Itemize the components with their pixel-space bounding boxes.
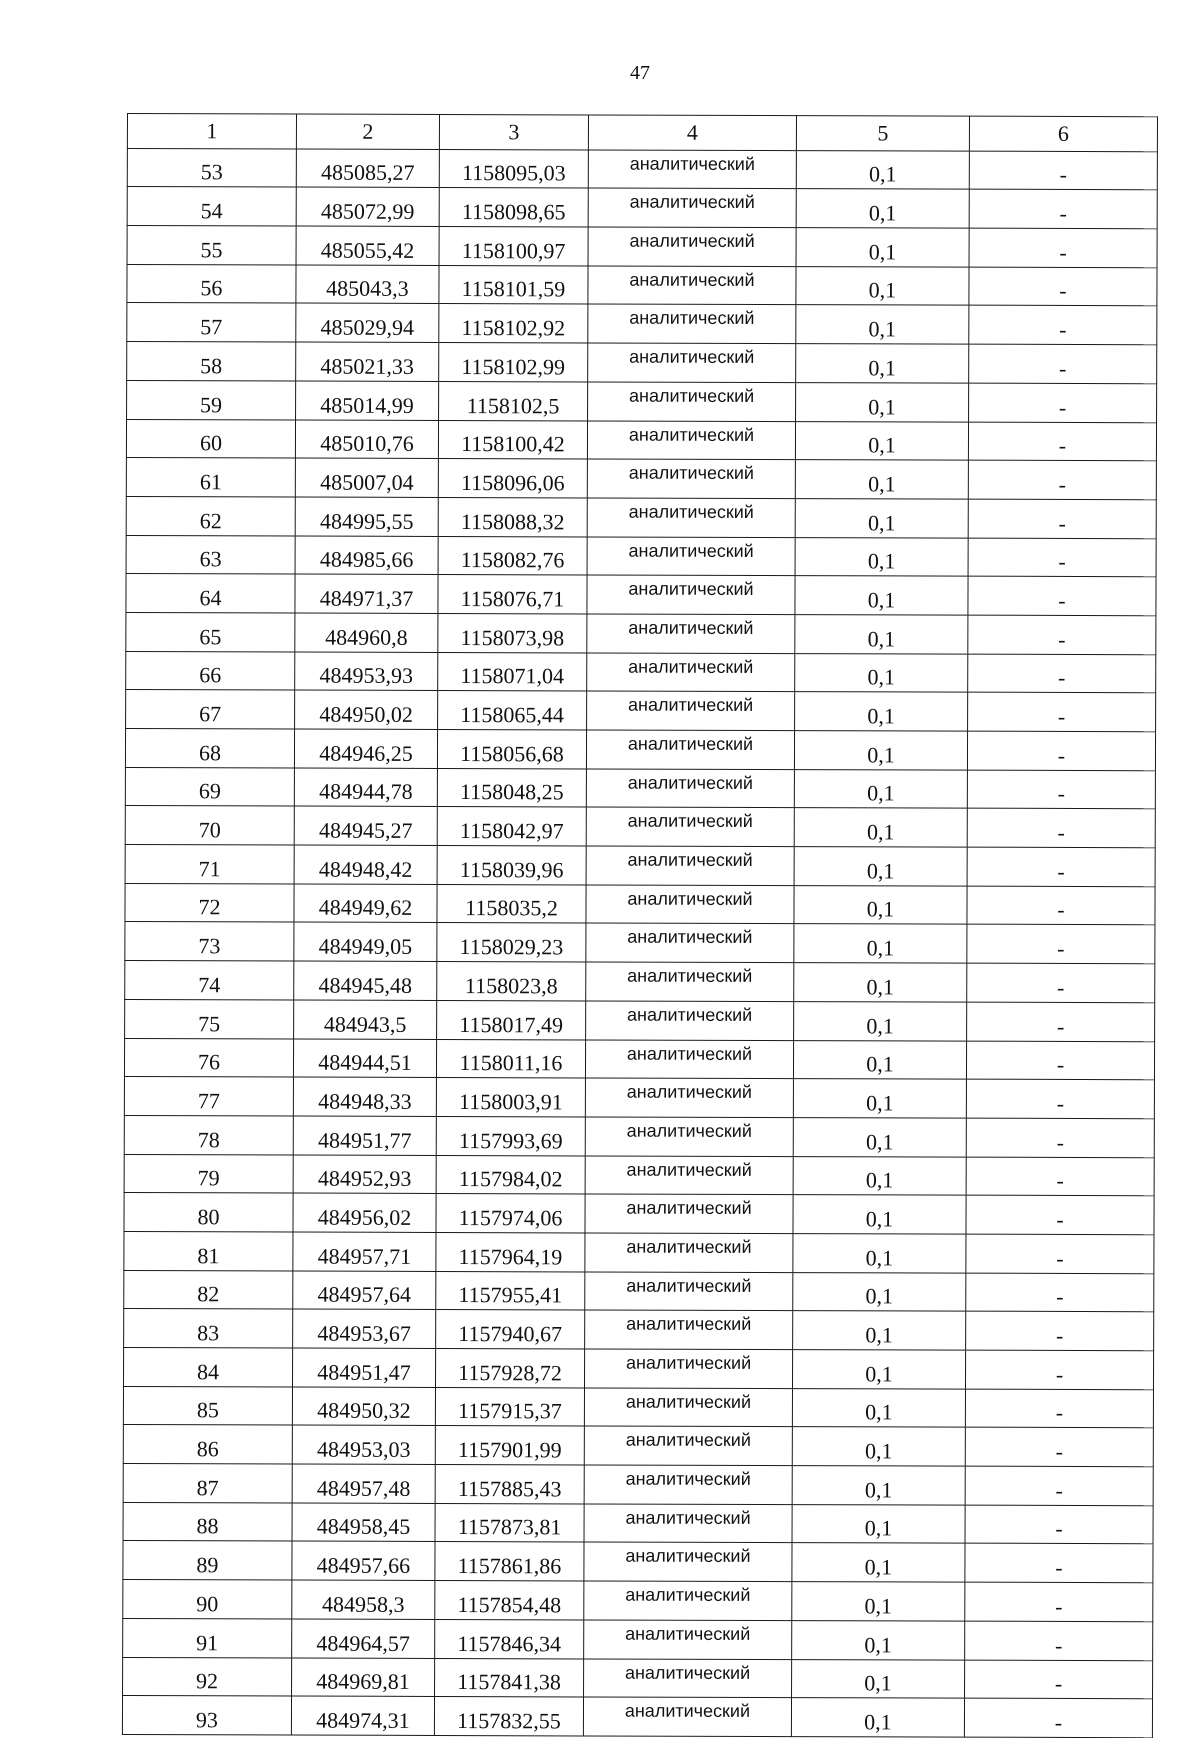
page-number: 47 [630,62,650,84]
note-cell: - [965,1660,1153,1699]
point-number-cell: 75 [125,999,294,1038]
point-number-cell: 92 [123,1657,292,1696]
note-cell: - [965,1428,1153,1467]
note-cell: - [965,1389,1153,1428]
accuracy-cell: 0,1 [794,808,967,847]
note-cell: - [969,306,1157,345]
accuracy-cell: 0,1 [796,228,969,267]
method-cell: аналитический [584,1388,792,1427]
accuracy-cell: 0,1 [794,769,967,808]
note-cell: - [968,460,1156,499]
header-cell-5: 5 [796,116,969,151]
note-cell: - [966,1079,1154,1118]
table-row [125,728,1155,770]
coord-y-cell: 1158042,97 [437,807,586,846]
coord-x-cell: 484946,25 [294,729,437,768]
method-cell: аналитический [588,227,796,266]
accuracy-cell: 0,1 [794,963,967,1002]
coord-y-cell: 1157974,06 [436,1194,585,1233]
note-cell: - [967,886,1155,925]
coord-x-cell: 484953,93 [295,652,438,691]
accuracy-cell: 0,1 [796,266,969,305]
point-number-cell: 60 [126,419,295,458]
method-cell: аналитический [587,459,795,498]
method-cell: аналитический [586,730,794,769]
accuracy-cell: 0,1 [795,653,968,692]
coord-y-cell: 1158102,99 [439,343,588,382]
accuracy-cell: 0,1 [792,1466,965,1505]
note-cell: - [968,692,1156,731]
point-number-cell: 65 [126,612,295,651]
coord-y-cell: 1157993,69 [436,1116,585,1155]
point-number-cell: 80 [124,1193,293,1232]
note-cell: - [968,654,1156,693]
method-cell: аналитический [587,420,795,459]
coord-x-cell: 484971,37 [295,574,438,613]
coord-x-cell: 485014,99 [296,381,439,420]
note-cell: - [969,344,1157,383]
method-cell: аналитический [585,1117,793,1156]
coord-x-cell: 484944,51 [293,1039,436,1078]
coord-x-cell: 485055,42 [296,226,439,265]
accuracy-cell: 0,1 [794,924,967,963]
coord-y-cell: 1158100,42 [438,420,587,459]
header-cell-6: 6 [969,116,1157,151]
table-row [123,1425,1153,1467]
accuracy-cell: 0,1 [795,498,968,537]
note-cell: - [966,1311,1154,1350]
coord-x-cell: 484957,64 [293,1271,436,1310]
accuracy-cell: 0,1 [793,1079,966,1118]
table-row [124,1231,1154,1273]
point-number-cell: 74 [125,961,294,1000]
accuracy-cell: 0,1 [796,150,969,189]
method-cell: аналитический [584,1620,792,1659]
coord-y-cell: 1158088,32 [438,497,587,536]
table-row [127,148,1157,190]
point-number-cell: 71 [125,845,294,884]
note-cell: - [967,963,1155,1002]
coord-y-cell: 1157901,99 [435,1426,584,1465]
coord-x-cell: 484957,66 [292,1541,435,1580]
table-row [126,458,1156,500]
coord-y-cell: 1158035,2 [437,884,586,923]
table-body [122,114,1157,1738]
point-number-cell: 91 [123,1618,292,1657]
table-row [125,883,1155,925]
method-cell: аналитический [587,575,795,614]
note-cell: - [965,1621,1153,1660]
point-number-cell: 73 [125,922,294,961]
note-cell: - [964,1698,1152,1737]
point-number-cell: 90 [123,1580,292,1619]
coord-y-cell: 1158102,92 [439,304,588,343]
table-row [124,1077,1154,1119]
method-cell: аналитический [587,614,795,653]
method-cell: аналитический [587,537,795,576]
coord-x-cell: 485043,3 [296,265,439,304]
accuracy-cell: 0,1 [793,1156,966,1195]
accuracy-cell: 0,1 [793,1234,966,1273]
coord-y-cell: 1157841,38 [435,1658,584,1697]
coord-x-cell: 484957,71 [293,1232,436,1271]
point-number-cell: 70 [125,806,294,845]
note-cell: - [967,1002,1155,1041]
point-number-cell: 87 [123,1464,292,1503]
accuracy-cell: 0,1 [793,1272,966,1311]
point-number-cell: 93 [122,1696,291,1735]
coord-x-cell: 484950,32 [292,1387,435,1426]
method-cell: аналитический [588,188,796,227]
table-row [126,690,1156,732]
coord-x-cell: 484943,5 [294,1000,437,1039]
table-row [124,1115,1154,1157]
point-number-cell: 85 [123,1386,292,1425]
note-cell: - [966,1041,1154,1080]
accuracy-cell: 0,1 [792,1659,965,1698]
coord-x-cell: 485010,76 [295,420,438,459]
table-row [126,419,1156,461]
point-number-cell: 72 [125,883,294,922]
note-cell: - [965,1582,1153,1621]
coordinates-table [122,113,1158,1738]
point-number-cell: 67 [126,690,295,729]
header-cell-2: 2 [296,114,439,149]
accuracy-cell: 0,1 [794,731,967,770]
note-cell: - [966,1195,1154,1234]
coord-x-cell: 484948,33 [293,1077,436,1116]
coord-y-cell: 1158098,65 [439,188,588,227]
coord-y-cell: 1158065,44 [438,691,587,730]
coord-x-cell: 484951,47 [292,1348,435,1387]
point-number-cell: 89 [123,1541,292,1580]
method-cell: аналитический [584,1504,792,1543]
method-cell: аналитический [584,1542,792,1581]
note-cell: - [968,422,1156,461]
accuracy-cell: 0,1 [792,1388,965,1427]
point-number-cell: 88 [123,1502,292,1541]
coord-y-cell: 1158048,25 [437,768,586,807]
coord-x-cell: 484952,93 [293,1155,436,1194]
coord-y-cell: 1157861,86 [435,1542,584,1581]
table-row [126,651,1156,693]
accuracy-cell: 0,1 [794,847,967,886]
table-row [123,1580,1153,1622]
method-cell: аналитический [585,1078,793,1117]
method-cell: аналитический [588,343,796,382]
table-row [124,1193,1154,1235]
accuracy-cell: 0,1 [792,1350,965,1389]
coord-y-cell: 1157964,19 [436,1232,585,1271]
accuracy-cell: 0,1 [792,1543,965,1582]
accuracy-cell: 0,1 [793,1040,966,1079]
coord-x-cell: 485021,33 [296,342,439,381]
point-number-cell: 68 [125,728,294,767]
table-row [125,922,1155,964]
accuracy-cell: 0,1 [795,537,968,576]
coord-x-cell: 484950,02 [295,690,438,729]
coord-x-cell: 485072,99 [296,187,439,226]
method-cell: аналитический [586,1001,794,1040]
coord-y-cell: 1158073,98 [438,613,587,652]
table-row [127,303,1157,345]
table-row [124,1347,1154,1389]
point-number-cell: 82 [124,1270,293,1309]
coord-y-cell: 1158071,04 [438,652,587,691]
table-header-row [127,114,1157,152]
point-number-cell: 62 [126,496,295,535]
point-number-cell: 53 [127,148,296,187]
accuracy-cell: 0,1 [795,692,968,731]
accuracy-cell: 0,1 [792,1427,965,1466]
method-cell: аналитический [587,498,795,537]
coord-x-cell: 484945,27 [294,806,437,845]
method-cell: аналитический [585,1039,793,1078]
table-row [125,961,1155,1003]
coord-x-cell: 484945,48 [294,961,437,1000]
accuracy-cell: 0,1 [794,1001,967,1040]
coord-x-cell: 484960,8 [295,613,438,652]
method-cell: аналитический [587,691,795,730]
point-number-cell: 86 [123,1425,292,1464]
coord-y-cell: 1157846,34 [435,1619,584,1658]
coord-y-cell: 1158011,16 [436,1039,585,1078]
point-number-cell: 78 [124,1115,293,1154]
accuracy-cell: 0,1 [795,615,968,654]
method-cell: аналитический [588,304,796,343]
note-cell: - [965,1505,1153,1544]
method-cell: аналитический [586,769,794,808]
method-cell: аналитический [585,1194,793,1233]
note-cell: - [967,847,1155,886]
accuracy-cell: 0,1 [795,576,968,615]
method-cell: аналитический [585,1233,793,1272]
table-row [123,1502,1153,1544]
table-row [124,1038,1154,1080]
point-number-cell: 58 [127,342,296,381]
header-cell-3: 3 [439,114,588,149]
method-cell: аналитический [588,150,796,189]
coord-y-cell: 1157854,48 [435,1581,584,1620]
coord-x-cell: 484958,3 [292,1580,435,1619]
coord-y-cell: 1158003,91 [436,1078,585,1117]
point-number-cell: 77 [124,1077,293,1116]
table-row [123,1386,1153,1428]
table-row [123,1618,1153,1660]
method-cell: аналитический [586,923,794,962]
method-cell: аналитический [585,1272,793,1311]
coord-y-cell: 1157873,81 [435,1503,584,1542]
coord-y-cell: 1157984,02 [436,1155,585,1194]
table-row [125,845,1155,887]
method-cell: аналитический [585,1310,793,1349]
point-number-cell: 83 [124,1309,293,1348]
table-row [123,1657,1153,1699]
coord-x-cell: 484949,62 [294,884,437,923]
table-row [126,574,1156,616]
table-row [126,496,1156,538]
table-row [125,806,1155,848]
note-cell: - [967,731,1155,770]
coord-x-cell: 484958,45 [292,1503,435,1542]
note-cell: - [969,383,1157,422]
coord-x-cell: 484995,55 [295,497,438,536]
coord-y-cell: 1158017,49 [437,1000,586,1039]
coord-x-cell: 484957,48 [292,1464,435,1503]
coord-y-cell: 1157928,72 [435,1348,584,1387]
point-number-cell: 56 [127,264,296,303]
table-row [127,342,1157,384]
point-number-cell: 57 [127,303,296,342]
coord-x-cell: 485007,04 [295,458,438,497]
coord-x-cell: 484944,78 [294,768,437,807]
method-cell: аналитический [586,807,794,846]
accuracy-cell: 0,1 [796,382,969,421]
table-row [124,1270,1154,1312]
note-cell: - [969,190,1157,229]
coord-y-cell: 1158100,97 [439,227,588,266]
coord-y-cell: 1158096,06 [438,459,587,498]
note-cell: - [967,809,1155,848]
note-cell: - [969,228,1157,267]
coord-y-cell: 1158076,71 [438,575,587,614]
point-number-cell: 79 [124,1154,293,1193]
table-row [122,1696,1152,1738]
table-row [127,226,1157,268]
method-cell: аналитический [584,1349,792,1388]
table-row [124,1154,1154,1196]
method-cell: аналитический [586,885,794,924]
coord-y-cell: 1157940,67 [436,1310,585,1349]
coord-y-cell: 1157915,37 [435,1387,584,1426]
accuracy-cell: 0,1 [793,1311,966,1350]
point-number-cell: 63 [126,535,295,574]
note-cell: - [965,1466,1153,1505]
table-row [126,535,1156,577]
method-cell: аналитический [587,653,795,692]
table-row [124,1309,1154,1351]
point-number-cell: 76 [124,1038,293,1077]
coord-y-cell: 1157955,41 [436,1271,585,1310]
note-cell: - [965,1350,1153,1389]
coord-y-cell: 1158056,68 [437,729,586,768]
method-cell: аналитический [586,962,794,1001]
coord-x-cell: 485085,27 [296,149,439,188]
accuracy-cell: 0,1 [796,189,969,228]
method-cell: аналитический [588,382,796,421]
note-cell: - [969,267,1157,306]
accuracy-cell: 0,1 [791,1698,964,1737]
point-number-cell: 55 [127,226,296,265]
point-number-cell: 59 [127,380,296,419]
method-cell: аналитический [584,1658,792,1697]
accuracy-cell: 0,1 [796,305,969,344]
coord-x-cell: 484953,67 [293,1309,436,1348]
table-row [125,999,1155,1041]
header-cell-1: 1 [127,114,296,149]
coord-x-cell: 484956,02 [293,1193,436,1232]
table-row [127,380,1157,422]
method-cell: аналитический [588,266,796,305]
accuracy-cell: 0,1 [792,1582,965,1621]
coord-y-cell: 1158102,5 [439,381,588,420]
method-cell: аналитический [585,1156,793,1195]
coord-y-cell: 1158039,96 [437,846,586,885]
coord-x-cell: 484985,66 [295,536,438,575]
method-cell: аналитический [583,1697,791,1736]
coord-y-cell: 1158095,03 [439,149,588,188]
header-cell-4: 4 [588,115,796,150]
coord-x-cell: 484949,05 [294,922,437,961]
accuracy-cell: 0,1 [794,885,967,924]
note-cell: - [966,1234,1154,1273]
coord-x-cell: 484974,31 [291,1696,434,1735]
table-row [126,612,1156,654]
accuracy-cell: 0,1 [796,344,969,383]
coord-x-cell: 484948,42 [294,845,437,884]
coord-x-cell: 484964,57 [292,1619,435,1658]
table-row [125,767,1155,809]
point-number-cell: 61 [126,458,295,497]
note-cell: - [969,151,1157,190]
coord-x-cell: 484969,81 [292,1658,435,1697]
note-cell: - [967,925,1155,964]
note-cell: - [966,1118,1154,1157]
coord-y-cell: 1158101,59 [439,265,588,304]
note-cell: - [968,499,1156,538]
note-cell: - [965,1544,1153,1583]
point-number-cell: 81 [124,1231,293,1270]
method-cell: аналитический [586,846,794,885]
point-number-cell: 54 [127,187,296,226]
method-cell: аналитический [584,1426,792,1465]
coord-x-cell: 485029,94 [296,303,439,342]
point-number-cell: 69 [125,767,294,806]
note-cell: - [966,1273,1154,1312]
coord-y-cell: 1158082,76 [438,536,587,575]
coord-x-cell: 484953,03 [292,1425,435,1464]
table-row [127,187,1157,229]
coord-y-cell: 1158029,23 [437,923,586,962]
method-cell: аналитический [584,1581,792,1620]
method-cell: аналитический [584,1465,792,1504]
point-number-cell: 84 [124,1347,293,1386]
table-row [123,1464,1153,1506]
coord-y-cell: 1158023,8 [437,962,586,1001]
accuracy-cell: 0,1 [792,1504,965,1543]
coord-y-cell: 1157885,43 [435,1465,584,1504]
accuracy-cell: 0,1 [793,1195,966,1234]
note-cell: - [967,770,1155,809]
note-cell: - [968,538,1156,577]
table-row [127,264,1157,306]
coord-x-cell: 484951,77 [293,1116,436,1155]
note-cell: - [966,1157,1154,1196]
note-cell: - [968,576,1156,615]
accuracy-cell: 0,1 [795,460,968,499]
accuracy-cell: 0,1 [793,1117,966,1156]
point-number-cell: 66 [126,651,295,690]
accuracy-cell: 0,1 [795,421,968,460]
table-row [123,1541,1153,1583]
note-cell: - [968,615,1156,654]
accuracy-cell: 0,1 [792,1620,965,1659]
coord-y-cell: 1157832,55 [434,1697,583,1736]
point-number-cell: 64 [126,574,295,613]
